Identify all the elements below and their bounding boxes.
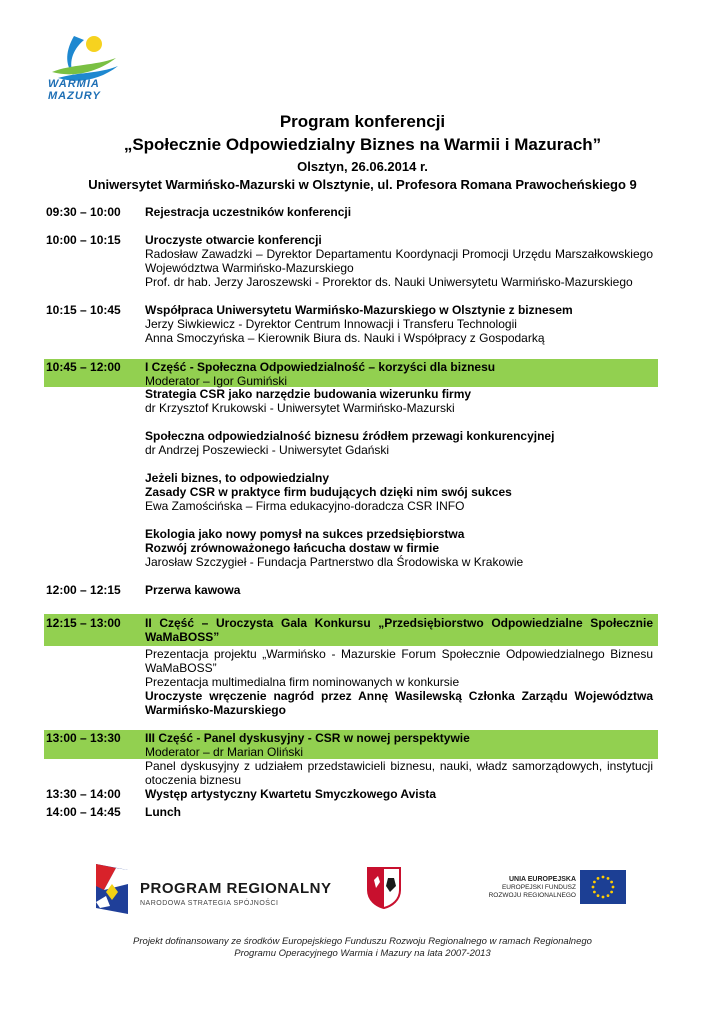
- agenda-row-part3: [44, 730, 658, 759]
- agenda-row-part2: [44, 614, 658, 646]
- program-regionalny-flag-icon: [92, 862, 132, 916]
- agenda-time: 10:45 – 12:00: [46, 360, 121, 374]
- agenda-time: 13:30 – 14:00: [46, 787, 121, 801]
- talk-title: Strategia CSR jako narzędzie budowania wizerunku firmy: [145, 387, 472, 401]
- sponsor-logos: [0, 862, 725, 922]
- agenda-time: 10:00 – 10:15: [46, 233, 121, 247]
- agenda-moderator: Moderator – dr Marian Oliński: [145, 745, 304, 759]
- talk-speaker: dr Krzysztof Krukowski - Uniwersytet Warmińsko-Mazurski: [145, 401, 455, 415]
- agenda-row-opening: [44, 233, 658, 291]
- agenda-speaker: Jerzy Siwkiewicz - Dyrektor Centrum Innowacji i Transferu Technologii: [145, 317, 517, 331]
- agenda-speaker: Radosław Zawadzki – Dyrektor Departamentu Koordynacji Promocji Urzędu Marszałkowskiego Województwa Warmińsko-Mazurskiego: [145, 247, 653, 275]
- talk-speaker: dr Andrzej Poszewiecki - Uniwersytet Gdański: [145, 443, 390, 457]
- talk-speaker: Jarosław Szczygieł - Fundacja Partnerstwo dla Środowiska w Krakowie: [145, 555, 524, 569]
- agenda-item: Prezentacja projektu „Warmińsko - Mazurskie Forum Społecznie Odpowiedzialnego Biznesu WaMaBOSS”: [145, 647, 653, 675]
- agenda-item-title: Współpraca Uniwersytetu Warmińsko-Mazurskiego w Olsztynie z biznesem: [145, 303, 573, 317]
- agenda-speaker: Prof. dr hab. Jerzy Jaroszewski - Prorektor ds. Nauki Uniwersytetu Warmińsko-Mazurskiego: [145, 275, 633, 289]
- agenda-moderator: Moderator – Igor Gumiński: [145, 374, 288, 388]
- eu-flag-icon: [580, 870, 626, 904]
- talk-title: Zasady CSR w praktyce firm budujących dzięki nim swój sukces: [145, 485, 512, 499]
- narodowa-strategia-label: NARODOWA STRATEGIA SPÓJNOŚCI: [140, 900, 279, 907]
- eu-fund-label: UNIA EUROPEJSKA EUROPEJSKI FUNDUSZ ROZWOJU REGIONALNEGO: [488, 876, 576, 899]
- agenda-time: 14:00 – 14:45: [46, 805, 121, 819]
- agenda-time: 10:15 – 10:45: [46, 303, 121, 317]
- agenda-row-part1: [44, 359, 658, 387]
- conference-title: „Społecznie Odpowiedzialny Biznes na Warmii i Mazurach”: [123, 135, 602, 154]
- agenda-row-cooperation: [44, 303, 658, 347]
- agenda-section-title: III Część - Panel dyskusyjny - CSR w nowej perspektywie: [145, 731, 470, 745]
- agenda-item-title: Występ artystyczny Kwartetu Smyczkowego Avista: [145, 787, 436, 801]
- agenda-row-coffee-break: [44, 583, 658, 599]
- agenda-section-title: I Część - Społeczna Odpowiedzialność – korzyści dla biznesu: [145, 360, 496, 374]
- conference-venue: Uniwersytet Warmińsko-Mazurski w Olsztynie, ul. Profesora Romana Prawocheńskiego 9: [88, 177, 637, 192]
- conference-date: Olsztyn, 26.06.2014 r.: [297, 159, 428, 174]
- talk-speaker: Ewa Zamościńska – Firma edukacyjno-doradcza CSR INFO: [145, 499, 465, 513]
- agenda-speaker: Anna Smoczyńska – Kierownik Biura ds. Nauki i Współpracy z Gospodarką: [145, 331, 545, 345]
- page-title: Program konferencji: [279, 112, 446, 131]
- agenda-time: 12:15 – 13:00: [46, 616, 121, 630]
- agenda-item: Prezentacja multimedialna firm nominowanych w konkursie: [145, 675, 460, 689]
- agenda-row-concert: [44, 787, 658, 803]
- agenda-time: 09:30 – 10:00: [46, 205, 121, 219]
- agenda-row-lunch: [44, 805, 658, 821]
- talk-title: Społeczna odpowiedzialność biznesu źródłem przewagi konkurencyjnej: [145, 429, 555, 443]
- agenda-section-title: II Część – Uroczysta Gala Konkursu „Przedsiębiorstwo Odpowiedzialne Społecznie WaMaBOSS”: [145, 616, 653, 644]
- agenda-part2-items: [44, 647, 658, 717]
- agenda-item-title: Przerwa kawowa: [145, 583, 241, 597]
- agenda-item-title: Rejestracja uczestników konferencji: [145, 205, 352, 219]
- talk-title: Ekologia jako nowy pomysł na sukces przedsiębiorstwa: [145, 527, 465, 541]
- program-regionalny-label: PROGRAM REGIONALNY: [140, 880, 332, 897]
- talk-title: Rozwój zrównoważonego łańcucha dostaw w firmie: [145, 541, 440, 555]
- agenda-part3-items: [44, 759, 658, 787]
- agenda-row-registration: [44, 205, 658, 221]
- agenda-part1-talks: [44, 387, 658, 571]
- talk-title: Jeżeli biznes, to odpowiedzialny: [145, 471, 330, 485]
- agenda-time: 12:00 – 12:15: [46, 583, 121, 597]
- coat-of-arms-icon: [366, 866, 402, 910]
- agenda-item-title: Uroczyste otwarcie konferencji: [145, 233, 322, 247]
- funding-footnote: Projekt dofinansowany ze środków Europejskiego Funduszu Rozwoju Regionalnego w ramach Regionalnego Programu Operacyjnego Warmia i Mazury na lata 2007-2013: [133, 936, 592, 959]
- agenda-item: Panel dyskusyjny z udziałem przedstawicieli biznesu, nauki, władz samorządowych, instytucji otoczenia biznesu: [145, 759, 653, 787]
- agenda-time: 13:00 – 13:30: [46, 731, 121, 745]
- agenda-item: Uroczyste wręczenie nagród przez Annę Wasilewską Członka Zarządu Województwa Warmińsko-Mazurskiego: [145, 689, 653, 717]
- logo-wordmark: WARMIA MAZURY: [48, 78, 101, 102]
- agenda-item-title: Lunch: [145, 805, 181, 819]
